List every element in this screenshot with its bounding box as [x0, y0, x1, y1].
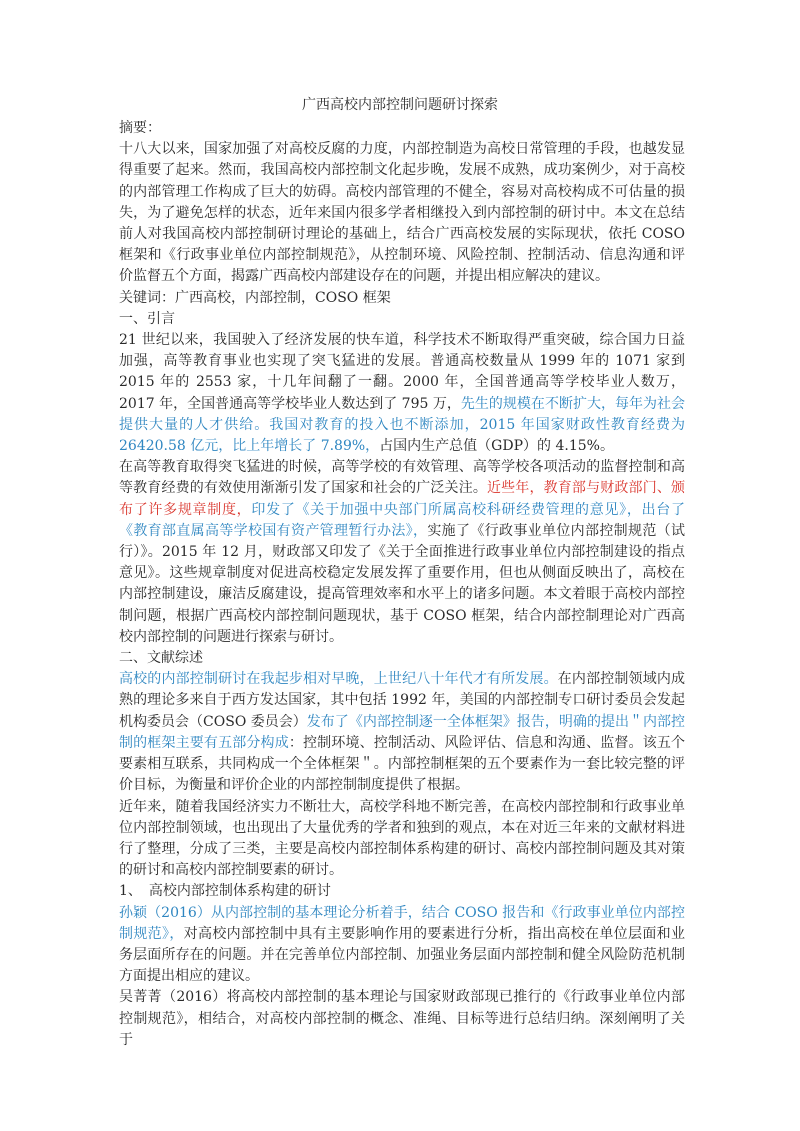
intro-p2-red-highlight: 近些年，教育部与财政部门、颁布了许多规章制度，: [119, 480, 685, 518]
intro-p2-tail: 实施了《行政事业单位内部控制规范（试行）》。2015 年 12 月，财政部又印发了《关于全面推进行政事业单位内部控制建设的指点意见》。这些规章制度对促进高校稳定发展发挥了重要作用，但也从侧面反映出了，高校在内部控制建设，廉洁反腐建设，提高管理效率和水平上的诸多问题。本文着眼于高校内部控制问题，根据广西高校内部控制问题现状，基于 COSO 框架，结合内部控制理论对广西高校内部控制的问题进行探索与研讨。: [119, 522, 686, 645]
lit-p1-tail: ：控制环境、控制活动、风险评估、信息和沟通、监督。该五个要素相互联系，共同构成一个全体框架＂。内部控制框架的五个要素作为一套比较完整的评价目标，为衡量和评价企业的内部控制制度提供了根据。: [119, 734, 686, 794]
intro-p1-text: 21 世纪以来，我国驶入了经济发展的快车道，科学技术不断取得严重突破，综合国力日益加强，高等教育事业也实现了突飞猛进的发展。普通高校数量从 1999 年的 1071 家到 2015 年的 2553 家，十几年间翻了一翻。2000 年，全国普通高等学校毕业人数万，2017 年，全国普通高等学校毕业人数达到了 795 万，: [119, 332, 685, 412]
lit-p3-text: 对高校内部控制中具有主要影响作用的要素进行分析，指出高校在单位层面和业务层面所存在的问题。并在完善单位内部控制、加强业务层面内部控制和健全风险防范机制方面提出相应的建议。: [119, 925, 686, 985]
lit-p1-blue-highlight: 发布了《内部控制逐一全体框架》报告，明确的提出＂内部控制的框架主要有五部分构成: [119, 713, 685, 751]
document-title: 广西高校内部控制问题研讨探索: [302, 97, 498, 113]
document-body: [119, 118, 685, 1051]
introduction-paragraph-2: [119, 457, 685, 648]
intro-p2-text: 在高等教育取得突飞猛进的时候，高等学校的有效管理、高等学校各项活动的监督控制和高等教育经费的有效使用渐渐引发了国家和社会的广泛关注。: [119, 459, 685, 497]
lit-p1-text: 在内部控制领域内成熟的理论多来自于西方发达国家，其中包括 1992 年，美国的内部控制专口研讨委员会发起机构委员会（COSO 委员会）: [119, 671, 686, 730]
section-heading-literature-review: 二、文献综述: [119, 650, 203, 667]
intro-p1-highlight: 先生的规模在不断扩大，每年为社会提供大量的人才供给。我国对教育的投入也不断添加，2015 年国家财政性教育经费为 26420.58 亿元，比上年增长了 7.89%，: [119, 395, 686, 455]
literature-paragraph-4: 吴菁菁（2016）将高校内部控制的基本理论与国家财政部现已推行的《行政事业单位内部控制规范》，相结合，对高校内部控制的概念、准绳、目标等进行总结归纳。深刻阐明了关于: [119, 989, 685, 1048]
literature-paragraph-3: [119, 903, 685, 988]
intro-p2-blue-highlight: 印发了《关于加强中央部门所属高校科研经费管理的意见》，出台了《教育部直属高等学校国有资产管理暂行办法》，: [119, 501, 686, 539]
lit-p1-blue-lead: 高校的内部控制研讨在我起步相对早晚，上世纪八十年代才有所发展。: [119, 671, 558, 688]
abstract-label: 摘要：: [119, 120, 161, 136]
subheading-system-construction: 1、 高校内部控制体系构建的研讨: [119, 883, 331, 900]
lit-p3-blue-lead: 孙颖（2016）从内部控制的基本理论分析着手，结合 COSO 报告和《行政事业单位内部控制规范》，: [119, 904, 685, 942]
introduction-paragraph-1: [119, 330, 685, 457]
section-heading-introduction: 一、引言: [119, 310, 175, 327]
intro-p1-tail: 占国内生产总值（GDP）的 4.15%。: [379, 438, 614, 455]
literature-paragraph-1: [119, 669, 685, 796]
literature-paragraph-2: 近年来，随着我国经济实力不断壮大，高校学科地不断完善，在高校内部控制和行政事业单位内部控制领域，也出现出了大量优秀的学者和独到的观点，本在对近三年来的文献材料进行了整理，分成了三类，主要是高校内部控制体系构建的研讨、高校内部控制问题及其对策的研讨和高校内部控制要素的研讨。: [119, 798, 685, 879]
abstract-text: 十八大以来，国家加强了对高校反腐的力度，内部控制造为高校日常管理的手段，也越发显得重要了起来。然而，我国高校内部控制文化起步晚，发展不成熟，成功案例少，对于高校的内部管理工作构成了巨大的妨碍。高校内部管理的不健全，容易对高校构成不可估量的损失，为了避免怎样的状态，近年来国内很多学者相继投入到内部控制的研讨中。本文在总结前人对我国高校内部控制研讨理论的基础上，结合广西高校发展的实际现状，依托 COSO 框架和《行政事业单位内部控制规范》，从控制环境、风险控制、控制活动、信息沟通和评价监督五个方面，揭露广西高校内部建设存在的问题，并提出相应解决的建议。: [119, 141, 685, 285]
keywords: 关键词：广西高校，内部控制，COSO 框架: [119, 289, 391, 306]
